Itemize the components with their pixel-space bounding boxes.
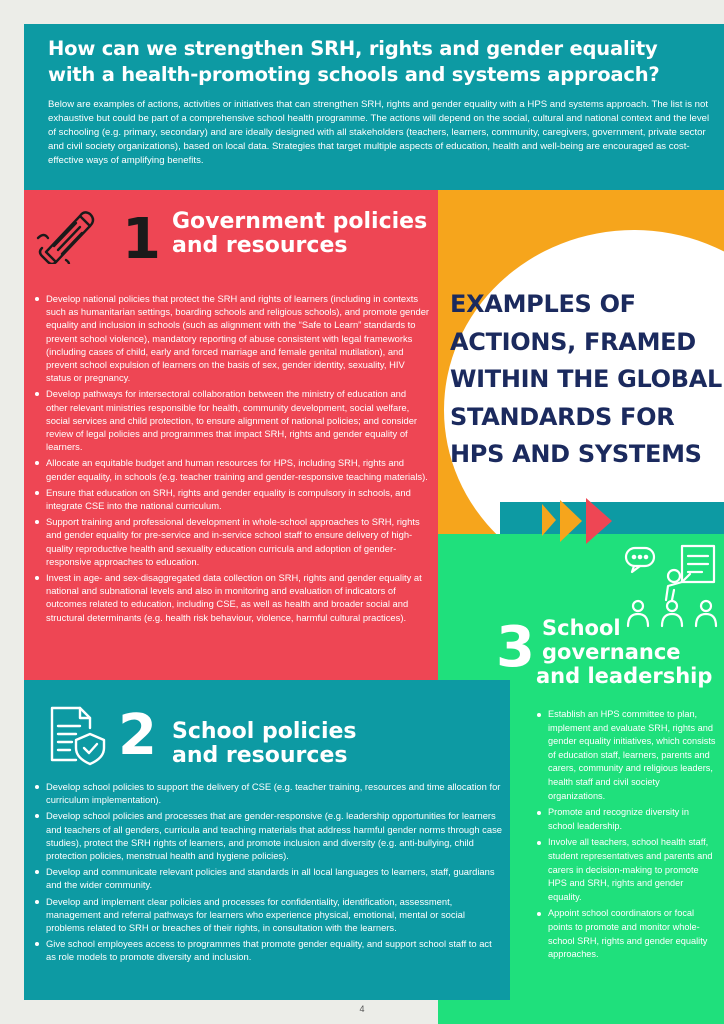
list-item: Give school employees access to programmes that promote gender equality, and support school staff to act as role models to promote diversity and inclusion. <box>34 937 504 963</box>
examples-line: EXAMPLES OF <box>450 290 636 318</box>
section1-number: 1 <box>122 207 161 272</box>
page-title: How can we strengthen SRH, rights and gender equality with a health-promoting schools and systems approach? <box>48 37 660 86</box>
section2-title-line1: School policies <box>172 719 357 744</box>
examples-panel <box>438 190 724 534</box>
section1-title <box>172 210 432 258</box>
section1-title-line2: and resources <box>172 233 348 258</box>
list-item: Involve all teachers, school health staff, student representatives and parents and carers in decision-making to promote HPS and SRH, rights and gender equality. <box>536 836 716 904</box>
list-item: Develop school policies to support the delivery of CSE (e.g. teacher training, resources and time allocation for curriculum implementation). <box>34 780 504 806</box>
header-banner <box>24 24 724 190</box>
list-item: Appoint school coordinators or focal points to promote and monitor whole-school SRH, rights and gender equality approaches. <box>536 907 716 961</box>
list-item: Promote and recognize diversity in school leadership. <box>536 806 716 833</box>
list-item: Allocate an equitable budget and human resources for HPS, including SRH, rights and gender equality, in schools (e.g. teacher training and gender-responsive teaching materials). <box>34 456 430 482</box>
section-school-policies <box>24 680 510 1000</box>
section2-number: 2 <box>118 703 157 768</box>
section3-title-line2: governance <box>542 640 681 664</box>
list-item: Develop and implement clear policies and processes for confidentiality, identification, assessment, management and referral pathways for learners who experience physical, emotional, mental or social problems related to SRH or breaches of their rights, in consultation with the learners. <box>34 895 504 935</box>
section2-list <box>34 780 504 967</box>
document-shield-icon <box>46 704 108 766</box>
section-government-policies <box>24 190 438 680</box>
examples-line: STANDARDS FOR <box>450 402 675 431</box>
list-item: Support training and professional development in whole-school approaches to SRH, rights and gender equality for pre-service and in-service school staff to ensure delivery of high-quality reproductive health and sexuality education curricula and adoption of gender-responsive approaches to education. <box>34 515 430 568</box>
examples-line: HPS AND SYSTEMS <box>450 440 702 468</box>
list-item: Develop school policies and processes that are gender-responsive (e.g. leadership opportunities for learners and teachers of all genders, curricula and teaching materials that address harmful gender norms through case studies), protect the SRH rights of learners, and promote inclusion and diversity (e.g. anti-bullying, child protection policies, menstrual health and hygiene policies). <box>34 809 504 862</box>
triangle-arrows-icon <box>542 498 622 544</box>
list-item: Establish an HPS committee to plan, implement and evaluate SRH, rights and gender equality initiatives, which consists of education staff, learners, parents and carers, community and religious leaders, health staff and civil society organizations. <box>536 708 716 803</box>
page <box>24 24 724 1000</box>
section3-number: 3 <box>496 615 535 680</box>
section3-title <box>536 616 722 688</box>
list-item: Develop pathways for intersectoral collaboration between the ministry of education and other relevant ministries responsible for health, community development, social welfare, social services and child protection, to ensure alignment of national policies; and consider review of legal policies and programmes that impact SRH, rights and gender equality of learners. <box>34 387 430 453</box>
list-item: Develop national policies that protect the SRH and rights of learners (including in contexts such as humanitarian settings, boarding schools and religious schools), and promote gender equality and inclusion in schools (such as alignment with the “Safe to Learn” standards to prevent school violence), mandatory reporting of abuse consistent with legal frameworks (including cases of child, early and forced marriage and female genital mutilation), and prevent school expulsion of learners on the basis of sex, gender identity, sexuality, HIV status or pregnancy. <box>34 292 430 384</box>
section2-title-line2: and resources <box>172 743 348 768</box>
section3-title-line3: and leadership <box>536 664 713 688</box>
examples-line: ACTIONS, FRAMED <box>450 327 696 356</box>
section3-list <box>536 708 716 965</box>
intro-paragraph: Below are examples of actions, activities or initiatives that can strengthen SRH, rights and gender equality with a HPS and systems approach. The list is not exhaustive but could be part of a comprehensive school health programme. The actions will depend on the social, cultural and national context and the level of schooling (e.g. primary, secondary) and are ideally designed with all stakeholders (teachers, learners, community, caregivers, government, private sector and civil society organizations), based on local data. Strategies that target multiple aspects of education, health and well-being are encouraged as cost-effective ways of amplifying benefits. <box>48 99 710 166</box>
section1-heading <box>36 208 436 278</box>
page-number: 4 <box>359 1004 365 1014</box>
list-item: Ensure that education on SRH, rights and gender equality is compulsory in schools, and integrate CSE into the national curriculum. <box>34 486 430 512</box>
list-item: Invest in age- and sex-disaggregated data collection on SRH, rights and gender equality at national and subnational levels and also in monitoring and evaluation of indicators of outcomes related to education, including CSE, as well as health and broader social and structural determinants (e.g. health risk behaviour, violence, harmful cultural practices). <box>34 571 430 624</box>
section1-title-line1: Government policies <box>172 209 428 234</box>
scroll-icon <box>36 208 98 264</box>
list-item: Develop and communicate relevant policies and standards in all local languages to learners, staff, guardians and the wider community. <box>34 865 504 891</box>
section3-title-line1: School <box>542 616 621 640</box>
examples-heading <box>450 286 724 474</box>
examples-line: WITHIN THE GLOBAL <box>450 365 723 393</box>
section2-title <box>172 720 412 768</box>
section1-list <box>34 292 430 627</box>
